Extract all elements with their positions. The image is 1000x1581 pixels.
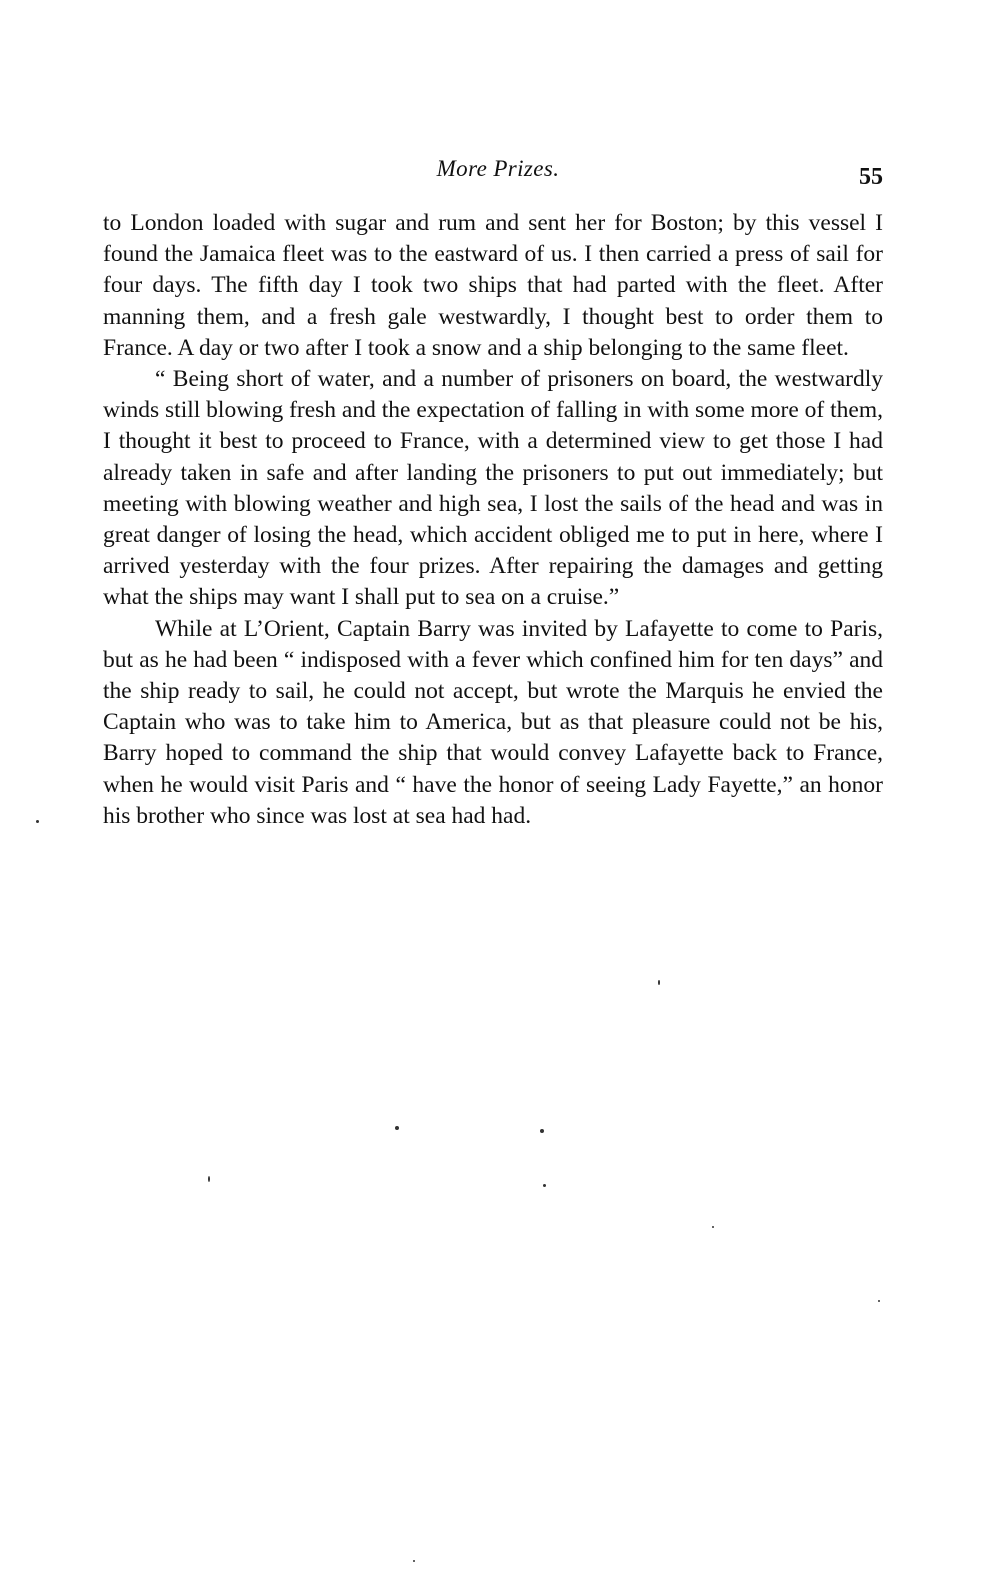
- running-head: [103, 156, 883, 190]
- paragraph-continued: to London loaded with sugar and rum and sent her for Boston; by this vessel I found the Jamaica fleet was to the eastward of us. I then carried a press of sail for four days. The fifth day I took two ships that had parted with the fleet. After manning them, and a fresh gale westwardly, I thought best to order them to France. A day or two after I took a snow and a ship belonging to the same fleet.: [103, 210, 883, 361]
- body-text: [103, 208, 883, 832]
- running-title: More Prizes.: [436, 156, 560, 181]
- scan-speck: [543, 1184, 546, 1187]
- paragraph-letter-quote: “ Being short of water, and a number of prisoners on board, the westwardly winds still blowing fresh and the expectation of falling in with some more of them, I thought it best to proceed to France, with a determined view to get those I had already taken in safe and after landing the prisoners to put out immediately; but meeting with blowing weather and high sea, I lost the sails of the head and was in great danger of losing the head, which accident obliged me to put in here, where I arrived yesterday with the four prizes. After repairing the damages and getting what the ships may want I shall put to sea on a cruise.”: [103, 366, 883, 611]
- scan-speck: [878, 1300, 880, 1302]
- page-number: 55: [859, 164, 883, 190]
- scan-speck: [658, 980, 660, 985]
- paragraph-lorient: While at L’Orient, Captain Barry was invited by Lafayette to come to Paris, but as he had been “ indisposed with a fever which confined him for ten days” and the ship ready to sail, he could not accept, but wrote the Marquis he envied the Captain who was to take him to America, but as that pleasure could not be his, Barry hoped to command the ship that would convey Lafayette back to France, when he would visit Paris and “ have the honor of seeing Lady Fayette,” an honor his brother who since was lost at sea had had.: [103, 615, 883, 829]
- scan-speck: [413, 1560, 415, 1562]
- scan-speck: [540, 1129, 544, 1133]
- scan-speck: [208, 1176, 210, 1182]
- scan-speck: [36, 820, 39, 823]
- scan-speck: [712, 1226, 714, 1228]
- scan-speck: [395, 1126, 399, 1130]
